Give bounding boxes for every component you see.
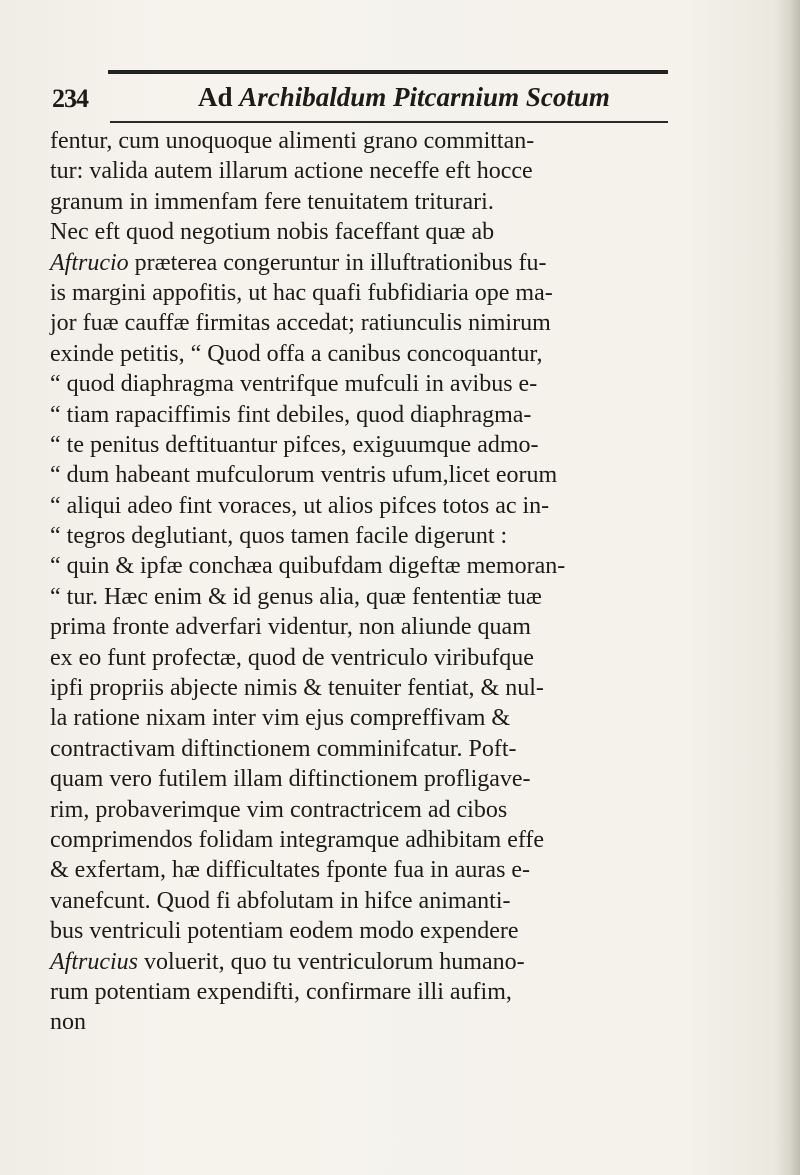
text-line: non — [50, 1009, 86, 1036]
text-line: exinde petitis, “ Quod offa a canibus concoquantur, — [50, 340, 543, 367]
text-line: ipfi propriis abjecte nimis & tenuiter fentiat, & nul- — [50, 675, 544, 702]
text-line: fentur, cum unoquoque alimenti grano committan- — [50, 128, 535, 154]
top-rule — [108, 70, 668, 74]
text-line: “ aliqui adeo fint voraces, ut alios pifces totos ac in- — [50, 492, 550, 519]
text-line: comprimendos folidam integramque adhibitam effe — [50, 826, 545, 853]
page-header — [52, 80, 672, 116]
text-line: “ tiam rapaciffimis fint debiles, quod diaphragma- — [50, 401, 532, 428]
text-line: vanefcunt. Quod fi abfolutam in hifce animanti- — [50, 887, 511, 914]
text-line: jor fuæ cauffæ firmitas accedat; ratiunculis nimirum — [50, 310, 551, 337]
author-name-italic: Aftrucius — [50, 948, 138, 975]
text-line: “ te penitus deftituantur pifces, exiguumque admo- — [50, 431, 539, 458]
text-line: “ dum habeant mufculorum ventris ufum,licet eorum — [50, 462, 558, 489]
page-edge-shadow — [774, 0, 800, 1175]
running-head-preposition: Ad — [198, 82, 233, 112]
text-line: “ quod diaphragma ventrifque mufculi in avibus e- — [50, 371, 538, 398]
text-line: Nec eft quod negotium nobis faceffant quæ ab — [50, 219, 495, 246]
text-line: rim, probaverimque vim contractricem ad cibos — [50, 796, 508, 823]
body-text — [50, 126, 680, 1038]
text-line: rum potentiam expendifti, confirmare illi aufim, — [50, 978, 512, 1005]
running-head — [198, 82, 610, 113]
text-line: Aftrucio præterea congeruntur in illuftrationibus fu- — [50, 249, 547, 276]
text-line: ex eo funt profectæ, quod de ventriculo viribufque — [50, 644, 534, 671]
text-line: prima fronte adverfari videntur, non aliunde quam — [50, 614, 531, 641]
author-name-italic: Aftrucio — [50, 249, 129, 276]
text-line: granum in immenfam fere tenuitatem triturari. — [50, 188, 494, 215]
text-line: tur: valida autem illarum actione neceffe eft hocce — [50, 158, 533, 185]
running-head-addressee: Archibaldum Pitcarnium Scotum — [239, 82, 610, 112]
text-line: “ tegros deglutiant, quos tamen facile digerunt : — [50, 523, 508, 550]
header-rule — [110, 121, 668, 123]
page-number: 234 — [52, 84, 88, 113]
text-line: bus ventriculi potentiam eodem modo expendere — [50, 918, 519, 945]
text-line: contractivam diftinctionem comminifcatur. Poft- — [50, 735, 517, 762]
text-line: & exfertam, hæ difficultates fponte fua in auras e- — [50, 857, 531, 884]
text-line: “ quin & ipfæ conchæa quibufdam digeftæ memoran- — [50, 553, 566, 580]
text-line: “ tur. Hæc enim & id genus alia, quæ fententiæ tuæ — [50, 583, 542, 610]
text-line: quam vero futilem illam diftinctionem profligave- — [50, 766, 531, 793]
text-line: Aftrucius voluerit, quo tu ventriculorum humano- — [50, 948, 525, 975]
text-line: is margini appofitis, ut hac quafi fubfidiaria ope ma- — [50, 279, 553, 306]
text-line: la ratione nixam inter vim ejus compreffivam & — [50, 705, 511, 732]
